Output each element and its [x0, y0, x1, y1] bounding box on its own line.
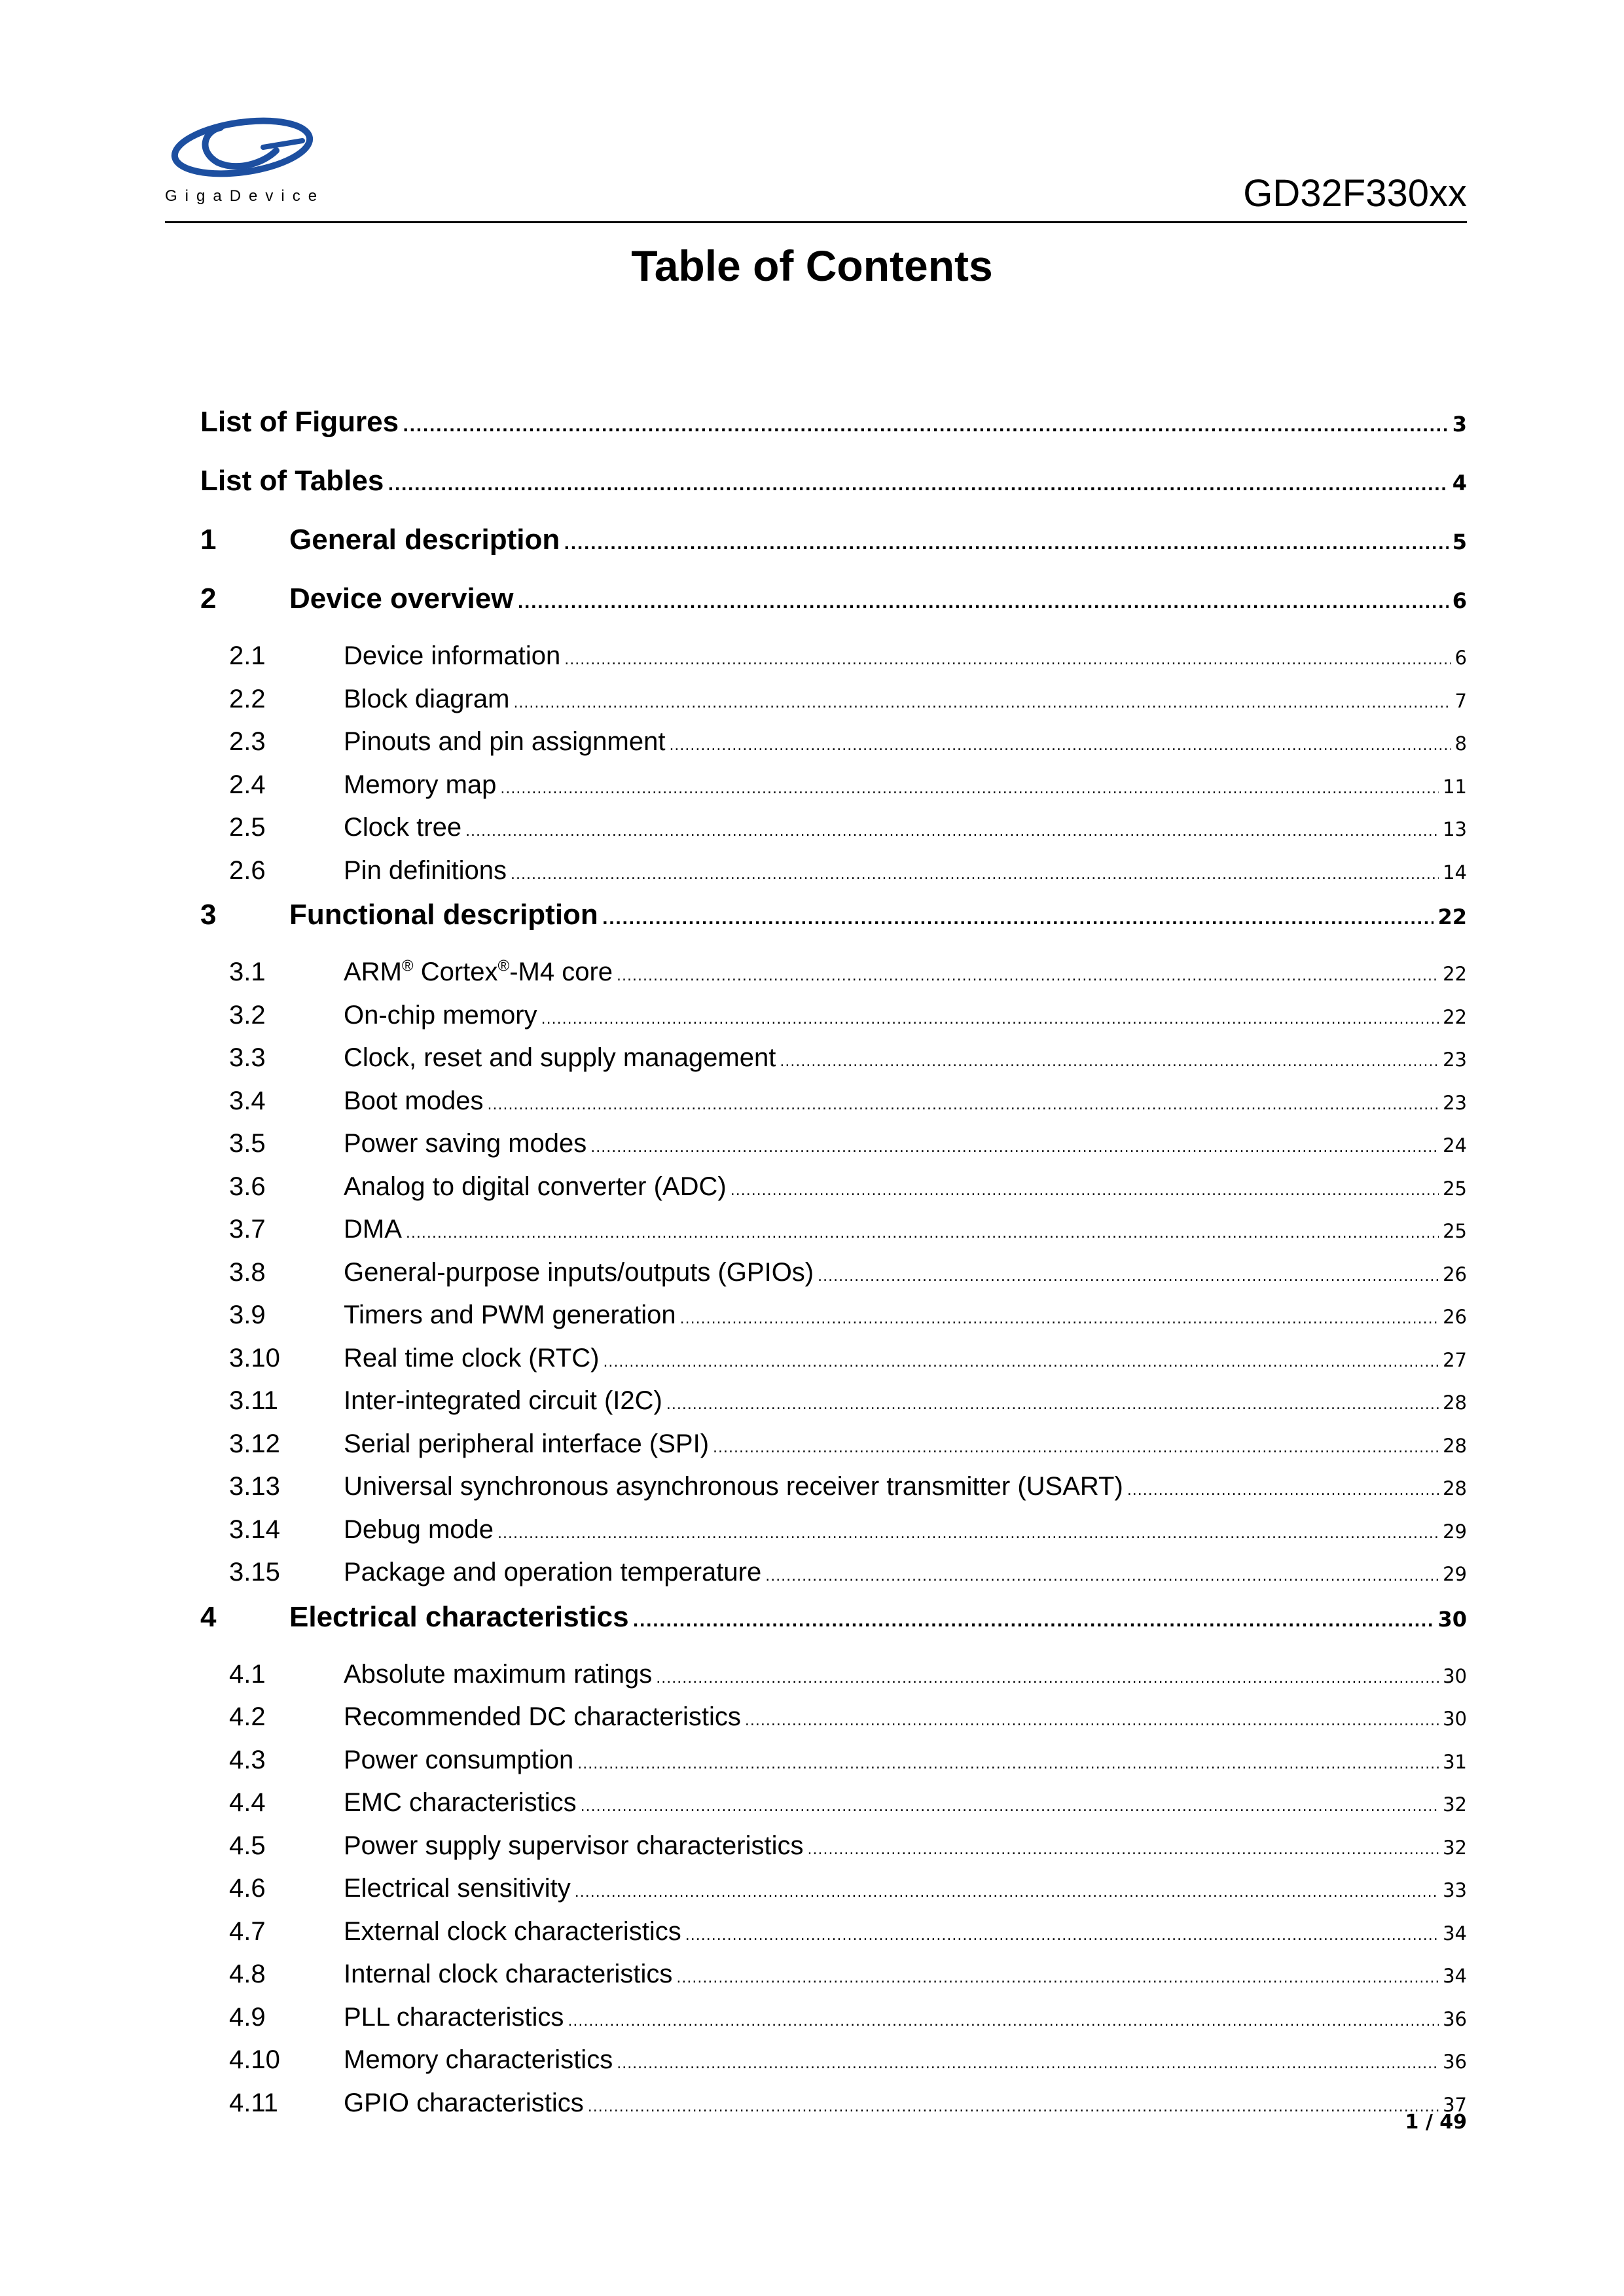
toc-dot-leader: [666, 1397, 1439, 1413]
toc-subsection-entry[interactable]: [200, 1788, 1467, 1831]
toc-entry-label: Pinouts and pin assignment: [344, 727, 666, 756]
toc-entry-number: 2.5: [229, 813, 266, 842]
toc-entry-page-number: 28: [1443, 1477, 1467, 1499]
toc-entry-label: General description: [289, 524, 560, 556]
toc-entry-number: 4.4: [229, 1788, 266, 1817]
toc-dot-leader: [590, 1139, 1439, 1156]
toc-entry-number: 2.1: [229, 641, 266, 670]
toc-entry-label: Power consumption: [344, 1745, 574, 1774]
toc-entry-page-number: 3: [1452, 412, 1467, 437]
toc-dot-leader: [780, 1054, 1439, 1070]
toc-entry-page-number: 26: [1443, 1263, 1467, 1285]
toc-entry-number: 2.4: [229, 770, 266, 799]
toc-subsection-entry[interactable]: [200, 1746, 1467, 1789]
toc-dot-leader: [511, 867, 1439, 883]
toc-dot-leader: [588, 2099, 1439, 2115]
toc-subsection-entry[interactable]: [200, 958, 1467, 1001]
toc-entry-page-number: 33: [1443, 1879, 1467, 1901]
toc-entry-number: 3.14: [229, 1515, 280, 1544]
toc-entry-number: 2: [200, 583, 217, 615]
toc-entry-page-number: 22: [1443, 963, 1467, 985]
toc-dot-leader: [581, 1799, 1439, 1815]
toc-section-entry[interactable]: [200, 583, 1467, 641]
toc-entry-number: 4.3: [229, 1745, 266, 1774]
toc-entry-number: 4.5: [229, 1831, 266, 1860]
toc-entry-label: PLL characteristics: [344, 2002, 564, 2032]
toc-entry-number: 3.11: [229, 1386, 278, 1415]
toc-dot-leader: [676, 1970, 1439, 1986]
toc-subsection-entry[interactable]: [200, 1702, 1467, 1746]
toc-entry-page-number: 30: [1437, 1606, 1467, 1632]
toc-entry-number: 4.2: [229, 1702, 266, 1731]
toc-dot-leader: [669, 738, 1451, 754]
toc-entry-label: Block diagram: [344, 684, 510, 713]
toc-subsection-entry[interactable]: [200, 1258, 1467, 1301]
toc-entry-label: Internal clock characteristics: [344, 1960, 673, 1988]
toc-entry-number: 3.12: [229, 1429, 280, 1458]
toc-entry-page-number: 32: [1443, 1836, 1467, 1859]
toc-subsection-entry[interactable]: [200, 2089, 1467, 2132]
toc-subsection-entry[interactable]: [200, 1831, 1467, 1874]
toc-dot-leader: [818, 1268, 1439, 1285]
toc-entry-number: 3.7: [229, 1215, 266, 1244]
toc-subsection-entry[interactable]: [200, 1660, 1467, 1703]
toc-dot-leader: [685, 1928, 1439, 1944]
toc-entry-label: Electrical characteristics: [289, 1600, 629, 1633]
toc-entry-label: DMA: [344, 1215, 402, 1244]
toc-entry-page-number: 32: [1443, 1793, 1467, 1816]
toc-subsection-entry[interactable]: [200, 1172, 1467, 1215]
toc-subsection-entry[interactable]: [200, 1472, 1467, 1515]
toc-entry-label: GPIO characteristics: [344, 2088, 584, 2117]
toc-entry-page-number: 8: [1454, 732, 1467, 755]
toc-entry-label: Memory map: [344, 770, 497, 799]
toc-entry-label: Pin definitions: [344, 855, 507, 885]
toc-entry-page-number: 30: [1443, 1708, 1467, 1730]
toc-entry-label: Real time clock (RTC): [344, 1343, 600, 1372]
toc-entry-number: 4.9: [229, 2002, 266, 2032]
toc-entry-number: 3.10: [229, 1343, 280, 1372]
toc-entry-label: Serial peripheral interface (SPI): [344, 1429, 710, 1458]
toc-entry-label: Memory characteristics: [344, 2045, 613, 2074]
page-title: Table of Contents: [631, 242, 993, 290]
toc-entry-label: Power saving modes: [344, 1129, 587, 1158]
toc-entry-number: 4.7: [229, 1916, 266, 1946]
toc-dot-leader: [465, 823, 1439, 840]
toc-entry-number: 3.1: [229, 958, 266, 986]
toc-dot-leader: [765, 1568, 1439, 1585]
toc-entry-page-number: 37: [1443, 2093, 1467, 2116]
toc-entry-number: 3.5: [229, 1129, 266, 1158]
toc-entry-page-number: 31: [1443, 1750, 1467, 1773]
toc-entry-label: Clock tree: [344, 813, 462, 842]
table-of-contents: [200, 406, 1467, 2131]
toc-entry-number: 4.10: [229, 2045, 280, 2074]
toc-entry-label: Functional description: [289, 899, 598, 931]
toc-section-entry[interactable]: [200, 899, 1467, 958]
toc-subsection-entry[interactable]: [200, 1129, 1467, 1172]
toc-entry-number: 2.6: [229, 855, 266, 885]
toc-dot-leader: [568, 2013, 1439, 2030]
toc-entry-page-number: 25: [1443, 1177, 1467, 1200]
toc-subsection-entry[interactable]: [200, 1917, 1467, 1960]
toc-entry-page-number: 6: [1454, 647, 1467, 669]
toc-entry-label: Timers and PWM generation: [344, 1300, 676, 1329]
toc-entry-page-number: 4: [1452, 471, 1467, 495]
toc-entry-page-number: 34: [1443, 1965, 1467, 1987]
toc-subsection-entry[interactable]: [200, 2045, 1467, 2089]
toc-subsection-entry[interactable]: [200, 1043, 1467, 1086]
toc-entry-number: 3.4: [229, 1086, 266, 1115]
toc-dot-leader: [807, 1842, 1439, 1858]
toc-dot-leader: [680, 1311, 1439, 1327]
toc-dot-leader: [500, 781, 1439, 797]
toc-subsection-entry[interactable]: [200, 1300, 1467, 1344]
toc-entry-page-number: 29: [1443, 1563, 1467, 1585]
toc-entry-page-number: 22: [1437, 905, 1467, 929]
toc-subsection-entry[interactable]: [200, 1001, 1467, 1044]
toc-entry-label: Inter-integrated circuit (I2C): [344, 1386, 662, 1415]
toc-entry-page-number: 11: [1443, 775, 1467, 798]
toc-dot-leader: [564, 652, 1451, 668]
toc-subsection-entry[interactable]: [200, 1429, 1467, 1473]
header-divider: [165, 221, 1467, 223]
toc-entry-number: 3.2: [229, 1000, 266, 1030]
toc-dot-leader: [745, 1713, 1439, 1729]
toc-entry-page-number: 5: [1452, 529, 1467, 554]
toc-entry-number: 4.1: [229, 1659, 266, 1689]
toc-entry-label: General-purpose inputs/outputs (GPIOs): [344, 1257, 814, 1287]
toc-dot-leader: [564, 535, 1449, 553]
toc-dot-leader: [1127, 1482, 1439, 1499]
toc-subsection-entry[interactable]: [200, 1215, 1467, 1258]
toc-entry-page-number: 25: [1443, 1220, 1467, 1242]
toc-entry-page-number: 23: [1443, 1091, 1467, 1114]
toc-dot-leader: [487, 1097, 1439, 1113]
toc-dot-leader: [633, 1612, 1434, 1630]
toc-dot-leader: [513, 695, 1451, 711]
toc-subsection-entry[interactable]: [200, 1386, 1467, 1429]
toc-dot-leader: [577, 1756, 1439, 1772]
toc-subsection-entry[interactable]: [200, 1874, 1467, 1917]
toc-dot-leader: [731, 1183, 1439, 1199]
toc-entry-label: Package and operation temperature: [344, 1558, 762, 1587]
toc-dot-leader: [617, 968, 1439, 984]
toc-entry-label: Analog to digital converter (ADC): [344, 1172, 727, 1201]
toc-entry-label: Electrical sensitivity: [344, 1874, 571, 1903]
toc-entry-number: 4.8: [229, 1960, 266, 1988]
toc-entry-label: List of Tables: [200, 465, 384, 497]
toc-dot-leader: [517, 594, 1448, 612]
toc-entry-page-number: 22: [1443, 1005, 1467, 1028]
toc-section-entry[interactable]: [200, 524, 1467, 583]
toc-entry-page-number: 23: [1443, 1049, 1467, 1071]
toc-entry-label: Recommended DC characteristics: [344, 1702, 741, 1731]
toc-entry-label: On-chip memory: [344, 1000, 537, 1030]
toc-entry-label: External clock characteristics: [344, 1916, 681, 1946]
toc-entry-page-number: 26: [1443, 1306, 1467, 1328]
document-id: GD32F330xx: [1243, 172, 1467, 215]
toc-subsection-entry[interactable]: [200, 813, 1467, 856]
toc-subsection-entry[interactable]: [200, 1515, 1467, 1558]
toc-subsection-entry[interactable]: [200, 1960, 1467, 2003]
toc-dot-leader: [575, 1884, 1439, 1901]
toc-entry-label: Power supply supervisor characteristics: [344, 1831, 804, 1860]
toc-subsection-entry[interactable]: [200, 1344, 1467, 1387]
toc-entry-number: 1: [200, 524, 217, 556]
toc-entry-number: 2.3: [229, 727, 266, 756]
toc-dot-leader: [603, 1354, 1439, 1371]
toc-dot-leader: [541, 1011, 1439, 1028]
toc-subsection-entry[interactable]: [200, 685, 1467, 728]
logo-wordmark: GigaDevice: [165, 187, 325, 205]
toc-entry-page-number: 28: [1443, 1391, 1467, 1414]
toc-entry-page-number: 34: [1443, 1922, 1467, 1945]
toc-entry-number: 4: [200, 1600, 217, 1633]
toc-entry-page-number: 29: [1443, 1520, 1467, 1543]
toc-entry-number: 3.9: [229, 1300, 266, 1329]
toc-entry-number: 2.2: [229, 684, 266, 713]
toc-entry-number: 4.11: [229, 2088, 278, 2117]
toc-subsection-entry[interactable]: [200, 727, 1467, 770]
toc-entry-label: Device overview: [289, 583, 514, 615]
toc-entry-number: 3.8: [229, 1257, 266, 1287]
toc-dot-leader: [656, 1670, 1439, 1687]
toc-entry-page-number: 13: [1443, 818, 1467, 840]
toc-entry-page-number: 14: [1443, 861, 1467, 884]
toc-entry-number: 3.13: [229, 1472, 280, 1501]
toc-subsection-entry[interactable]: [200, 1086, 1467, 1130]
toc-subsection-entry[interactable]: [200, 856, 1467, 899]
toc-entry-label: Boot modes: [344, 1086, 484, 1115]
toc-dot-leader: [403, 417, 1449, 435]
toc-entry-page-number: 6: [1452, 588, 1467, 613]
toc-entry-label: Device information: [344, 641, 561, 670]
toc-subsection-entry[interactable]: [200, 770, 1467, 814]
toc-entry-label: List of Figures: [200, 406, 399, 438]
toc-entry-page-number: 27: [1443, 1348, 1467, 1371]
toc-entry-label: ARM® Cortex®-M4 core: [344, 957, 613, 986]
toc-entry-number: 3.15: [229, 1558, 280, 1587]
toc-dot-leader: [602, 910, 1434, 928]
toc-subsection-entry[interactable]: [200, 1558, 1467, 1601]
toc-entry-label: Universal synchronous asynchronous receiver transmitter (USART): [344, 1472, 1123, 1501]
toc-subsection-entry[interactable]: [200, 641, 1467, 685]
toc-entry-number: 4.6: [229, 1874, 266, 1903]
toc-dot-leader: [406, 1225, 1439, 1242]
toc-entry-label: EMC characteristics: [344, 1788, 577, 1817]
toc-section-entry[interactable]: [200, 465, 1467, 524]
toc-subsection-entry[interactable]: [200, 2003, 1467, 2046]
toc-dot-leader: [713, 1440, 1439, 1456]
toc-entry-page-number: 36: [1443, 2051, 1467, 2073]
toc-entry-page-number: 28: [1443, 1434, 1467, 1457]
toc-entry-label: Debug mode: [344, 1515, 494, 1544]
page-indicator: 1 / 49: [1405, 2111, 1467, 2134]
toc-entry-number: 3.3: [229, 1043, 266, 1072]
toc-entry-number: 3.6: [229, 1172, 266, 1201]
toc-section-entry[interactable]: [200, 406, 1467, 465]
toc-entry-page-number: 30: [1443, 1664, 1467, 1687]
toc-entry-label: Absolute maximum ratings: [344, 1659, 653, 1689]
toc-entry-page-number: 7: [1454, 689, 1467, 712]
toc-entry-page-number: 24: [1443, 1134, 1467, 1157]
toc-dot-leader: [497, 1526, 1439, 1542]
toc-entry-number: 3: [200, 899, 217, 931]
toc-dot-leader: [617, 2056, 1439, 2072]
toc-dot-leader: [388, 476, 1448, 494]
toc-section-entry[interactable]: [200, 1601, 1467, 1660]
toc-entry-label: Clock, reset and supply management: [344, 1043, 776, 1072]
toc-entry-page-number: 36: [1443, 2007, 1467, 2030]
